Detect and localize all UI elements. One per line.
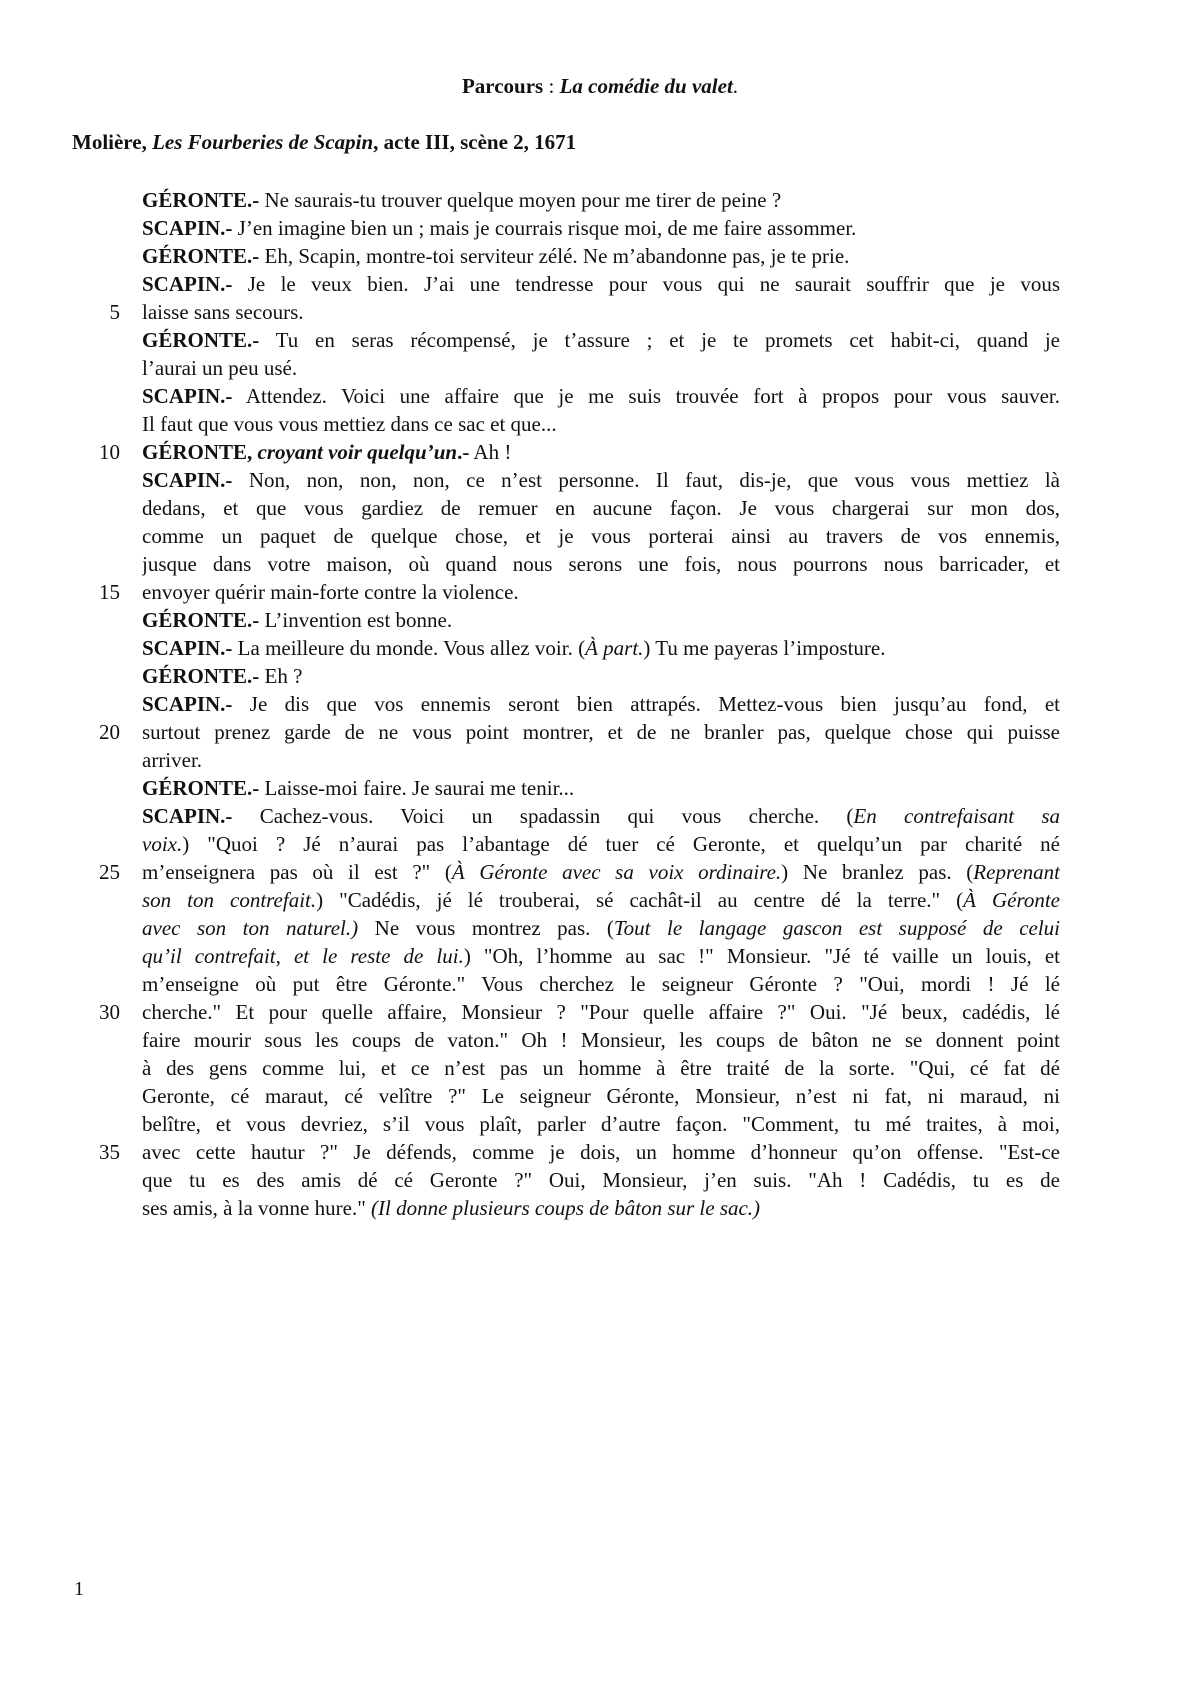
line-number	[70, 354, 120, 382]
line-text: ses amis, à la vonne hure."	[142, 1196, 372, 1220]
stage-direction: À part.	[585, 636, 644, 660]
line-number	[70, 1054, 120, 1082]
source-heading	[72, 130, 576, 155]
page-title	[0, 74, 1200, 99]
title-end: .	[732, 74, 739, 98]
line-text: Non, non, non, non, ce n’est personne. Il faut, dis-je, que vous vous mettiez là	[232, 468, 1060, 492]
line-text: Eh ?	[259, 664, 303, 688]
text-line	[142, 298, 1060, 326]
line-text: faire mourir sous les coups de vaton." Oh ! Monsieur, les coups de bâton ne se donnent point	[142, 1028, 1060, 1052]
line-number: 20	[99, 720, 120, 744]
text-line	[142, 354, 1060, 382]
line-text: avec cette hautur ?" Je défends, comme je dois, un homme d’honneur qu’on offense. "Est-ce	[142, 1140, 1060, 1164]
line-text: cherche." Et pour quelle affaire, Monsieur ? "Pour quelle affaire ?" Oui. "Jé beux, cadédis, lé	[142, 1000, 1060, 1024]
text-line	[142, 662, 1060, 690]
line-number	[70, 690, 120, 718]
text-line	[142, 1054, 1060, 1082]
text-line	[142, 606, 1060, 634]
speaker-label: GÉRONTE.-	[142, 776, 260, 800]
line-text: ) "Quoi ? Jé n’aurai pas l’abantage dé tuer cé Geronte, et quelqu’un par charité né	[182, 832, 1060, 856]
speaker-label: .-	[457, 440, 470, 464]
text-line	[142, 1082, 1060, 1110]
stage-direction: À Géronte avec sa voix ordinaire.	[451, 860, 782, 884]
line-text: J’en imagine bien un ; mais je courrais risque moi, de me faire assommer.	[232, 216, 857, 240]
stage-direction: À Géronte	[963, 888, 1060, 912]
stage-direction: Reprenant	[973, 860, 1060, 884]
line-text: surtout prenez garde de ne vous point montrer, et de ne branler pas, quelque chose qui puisse	[142, 720, 1060, 744]
text-line	[142, 410, 1060, 438]
line-text: ) Ne branlez pas. (	[781, 860, 974, 884]
stage-direction: avec son ton naturel.)	[142, 916, 359, 940]
speaker-label: GÉRONTE.-	[142, 608, 260, 632]
line-number: 10	[99, 440, 120, 464]
line-number	[70, 662, 120, 690]
line-number	[70, 326, 120, 354]
text-line	[142, 382, 1060, 410]
line-text: La meilleure du monde. Vous allez voir. (	[232, 636, 586, 660]
text-line	[142, 1194, 1060, 1222]
text-line	[142, 774, 1060, 802]
speaker-label: SCAPIN.-	[142, 468, 233, 492]
line-text: Ah !	[469, 440, 512, 464]
line-text: Il faut que vous vous mettiez dans ce sac et que...	[142, 412, 557, 436]
text-line	[142, 970, 1060, 998]
text-line	[142, 718, 1060, 746]
line-number	[70, 242, 120, 270]
stage-direction: son ton contrefait.	[142, 888, 317, 912]
speaker-label: croyant voir quelqu’un	[257, 440, 458, 464]
line-number: 15	[99, 580, 120, 604]
line-text: laisse sans secours.	[142, 300, 304, 324]
stage-direction: voix.	[142, 832, 183, 856]
line-number	[70, 830, 120, 858]
text-line	[142, 578, 1060, 606]
text-line	[142, 494, 1060, 522]
line-text: envoyer quérir main-forte contre la violence.	[142, 580, 519, 604]
title-separator: :	[543, 74, 560, 98]
line-text: Attendez. Voici une affaire que je me suis trouvée fort à propos pour vous sauver.	[232, 384, 1060, 408]
line-number	[70, 214, 120, 242]
line-text: dedans, et que vous gardiez de remuer en aucune façon. Je vous chargerai sur mon dos,	[142, 496, 1060, 520]
line-number	[70, 942, 120, 970]
speaker-label: SCAPIN.-	[142, 272, 233, 296]
line-number	[70, 410, 120, 438]
line-number	[70, 382, 120, 410]
text-line	[142, 914, 1060, 942]
heading-play: Les Fourberies de Scapin	[152, 130, 374, 154]
stage-direction: (Il donne plusieurs coups de bâton sur le sac.)	[371, 1196, 761, 1220]
line-number: 35	[99, 1140, 120, 1164]
heading-author: Molière,	[72, 130, 153, 154]
line-text: Cachez-vous. Voici un spadassin qui vous cherche. (	[232, 804, 854, 828]
line-text: Tu en seras récompensé, je t’assure ; et je te promets cet habit-ci, quand je	[259, 328, 1060, 352]
stage-direction: qu’il contrefait, et le reste de lui.	[142, 944, 464, 968]
line-text: Je dis que vos ennemis seront bien attrapés. Mettez-vous bien jusqu’au fond, et	[232, 692, 1060, 716]
line-number-column	[70, 186, 120, 1222]
speaker-label: SCAPIN.-	[142, 804, 233, 828]
line-text: que tu es des amis dé cé Geronte ?" Oui, Monsieur, j’en suis. "Ah ! Cadédis, tu es de	[142, 1168, 1060, 1192]
text-line	[142, 1138, 1060, 1166]
title-work: La comédie du valet	[559, 74, 733, 98]
text-line	[142, 998, 1060, 1026]
line-number	[70, 466, 120, 494]
page-number: 1	[74, 1578, 84, 1600]
line-text: Ne vous montrez pas. (	[358, 916, 614, 940]
line-number	[70, 914, 120, 942]
text-line	[142, 326, 1060, 354]
line-number	[70, 746, 120, 774]
line-number	[70, 606, 120, 634]
line-text: Geronte, cé maraut, cé velître ?" Le seigneur Géronte, Monsieur, n’est ni fat, ni maraud, ni	[142, 1084, 1060, 1108]
line-number: 25	[99, 860, 120, 884]
line-text: Laisse-moi faire. Je saurai me tenir...	[259, 776, 575, 800]
title-label: Parcours	[461, 74, 544, 98]
text-line	[142, 242, 1060, 270]
text-line	[142, 802, 1060, 830]
stage-direction: En contrefaisant sa	[853, 804, 1060, 828]
text-line	[142, 886, 1060, 914]
text-line	[142, 214, 1060, 242]
line-text: belître, et vous devriez, s’il vous plaît, parler d’autre façon. "Comment, tu mé traites, à moi,	[142, 1112, 1060, 1136]
line-number: 5	[109, 300, 120, 324]
line-number	[70, 1110, 120, 1138]
text-line	[142, 1110, 1060, 1138]
line-text: jusque dans votre maison, où quand nous serons une fois, nous pourrons nous barricader, et	[142, 552, 1060, 576]
text-line	[142, 466, 1060, 494]
text-line	[142, 1026, 1060, 1054]
line-number	[70, 270, 120, 298]
speaker-label: GÉRONTE.-	[142, 188, 260, 212]
speaker-label: SCAPIN.-	[142, 692, 233, 716]
speaker-label: SCAPIN.-	[142, 384, 233, 408]
speaker-label: GÉRONTE.-	[142, 664, 260, 688]
text-line	[142, 550, 1060, 578]
line-text: m’enseigne où put être Géronte." Vous cherchez le seigneur Géronte ? "Oui, mordi ! Jé lé	[142, 972, 1060, 996]
line-text: m’enseignera pas où il est ?" (	[142, 860, 452, 884]
line-number	[70, 634, 120, 662]
text-line	[142, 186, 1060, 214]
line-text: à des gens comme lui, et ce n’est pas un homme à être traité de la sorte. "Qui, cé fat dé	[142, 1056, 1060, 1080]
line-number	[70, 1026, 120, 1054]
text-line	[142, 1166, 1060, 1194]
speaker-label: GÉRONTE.-	[142, 244, 260, 268]
speaker-label: GÉRONTE.-	[142, 328, 260, 352]
line-number	[70, 522, 120, 550]
line-number	[70, 494, 120, 522]
line-text: Je le veux bien. J’ai une tendresse pour vous qui ne saurait souffrir que je vous	[232, 272, 1060, 296]
speaker-label: SCAPIN.-	[142, 636, 233, 660]
heading-reference: , acte III, scène 2, 1671	[373, 130, 577, 154]
line-text: ) "Cadédis, jé lé trouberai, sé cachât-il au centre dé la terre." (	[316, 888, 964, 912]
line-text: Ne saurais-tu trouver quelque moyen pour me tirer de peine ?	[259, 188, 782, 212]
line-number	[70, 550, 120, 578]
line-text: ) Tu me payeras l’imposture.	[643, 636, 886, 660]
text-line	[142, 438, 1060, 466]
line-number	[70, 886, 120, 914]
speaker-label: GÉRONTE,	[142, 440, 258, 464]
line-text: l’aurai un peu usé.	[142, 356, 298, 380]
line-text: arriver.	[142, 748, 203, 772]
line-number	[70, 1082, 120, 1110]
dialogue-text	[142, 186, 1060, 1222]
text-line	[142, 522, 1060, 550]
line-number	[70, 774, 120, 802]
line-text: Eh, Scapin, montre-toi serviteur zélé. Ne m’abandonne pas, je te prie.	[259, 244, 850, 268]
line-number	[70, 1194, 120, 1222]
line-text: ) "Oh, l’homme au sac !" Monsieur. "Jé té vaille un louis, et	[463, 944, 1060, 968]
line-number: 30	[99, 1000, 120, 1024]
line-number	[70, 1166, 120, 1194]
text-line	[142, 746, 1060, 774]
line-text: L’invention est bonne.	[259, 608, 453, 632]
text-line	[142, 270, 1060, 298]
stage-direction: Tout le langage gascon est supposé de celui	[613, 916, 1060, 940]
text-line	[142, 858, 1060, 886]
speaker-label: SCAPIN.-	[142, 216, 233, 240]
line-number	[70, 186, 120, 214]
line-number	[70, 970, 120, 998]
text-line	[142, 634, 1060, 662]
line-number	[70, 802, 120, 830]
text-line	[142, 942, 1060, 970]
text-line	[142, 830, 1060, 858]
text-line	[142, 690, 1060, 718]
line-text: comme un paquet de quelque chose, et je vous porterai ainsi au travers de vos ennemis,	[142, 524, 1060, 548]
